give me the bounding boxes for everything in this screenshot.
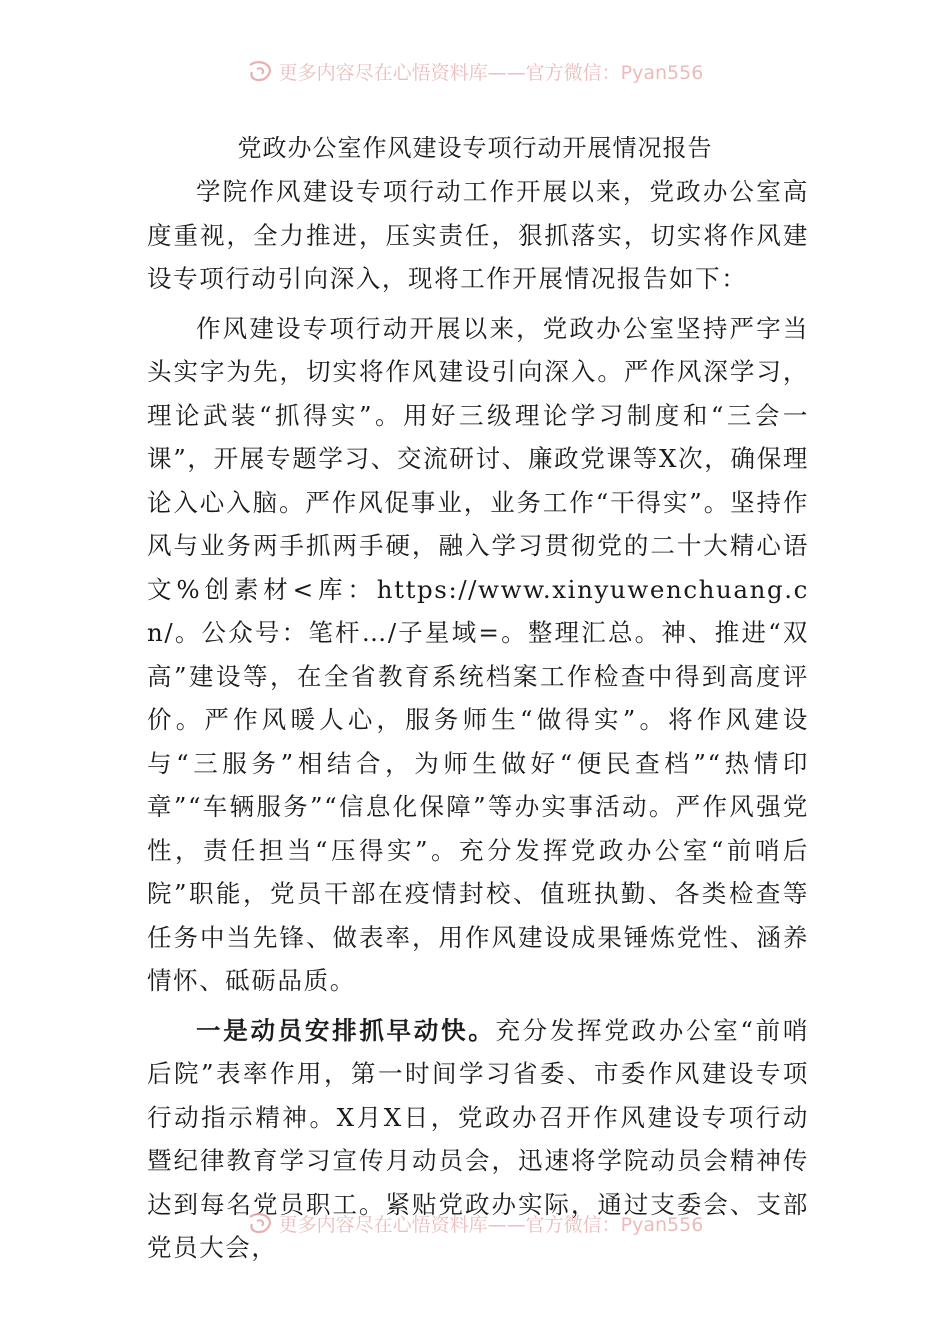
paragraph-summary	[147, 307, 809, 1003]
watermark-logo-icon	[247, 1213, 273, 1235]
paragraph-lead: 一是动员安排抓早动快。	[196, 1015, 496, 1045]
watermark-logo-icon	[247, 61, 273, 83]
paragraph-text: 作风建设专项行动开展以来，党政办公室坚持严字当头实字为先，切实将作风建设引向深入。严作风深学习，理论武装“抓得实”。用好三级理论学习制度和“三会一课”，开展专题学习、交流研讨、廉政党课等X次，确保理论入心入脑。严作风促事业，业务工作“干得实”。坚持作风与业务两手抓两手硬，融入学习贯彻党的二十大精心语文%创素材<库：https://www.xinyuwenchuang.cn/。公众号：笔杆…/子星域=。整理汇总。神、推进“双高”建设等，在全省教育系统档案工作检查中得到高度评价。严作风暖人心，服务师生“做得实”。将作风建设与“三服务”相结合，为师生做好“便民查档”“热情印章”“车辆服务”“信息化保障”等办实事活动。严作风强党性，责任担当“压得实”。充分发挥党政办公室“前哨后院”职能，党员干部在疫情封校、值班执勤、各类检查等任务中当先锋、做表率，用作风建设成果锤炼党性、涵养情怀、砥砺品质。	[147, 313, 809, 995]
document-title: 党政办公室作风建设专项行动开展情况报告	[237, 134, 713, 162]
footer-watermark	[0, 1210, 950, 1237]
paragraph-text: 充分发挥党政办公室“前哨后院”表率作用，第一时间学习省委、市委作风建设专项行动指示精神。X月X日，党政办召开作风建设专项行动暨纪律教育学习宣传月动员会，迅速将学院动员会精神传达到每名党员职工。紧贴党政办实际，通过支委会、支部党员大会，	[147, 1015, 809, 1262]
watermark-text: 更多内容尽在心悟资料库——官方微信：Pyan556	[278, 62, 704, 84]
watermark-text: 更多内容尽在心悟资料库——官方微信：Pyan556	[278, 1214, 704, 1236]
header-watermark	[0, 58, 950, 85]
paragraph-text: 学院作风建设专项行动工作开展以来，党政办公室高度重视，全力推进，压实责任，狠抓落实，切实将作风建设专项行动引向深入，现将工作开展情况报告如下：	[147, 177, 809, 293]
document-body	[147, 170, 809, 1270]
paragraph-intro	[147, 170, 809, 301]
